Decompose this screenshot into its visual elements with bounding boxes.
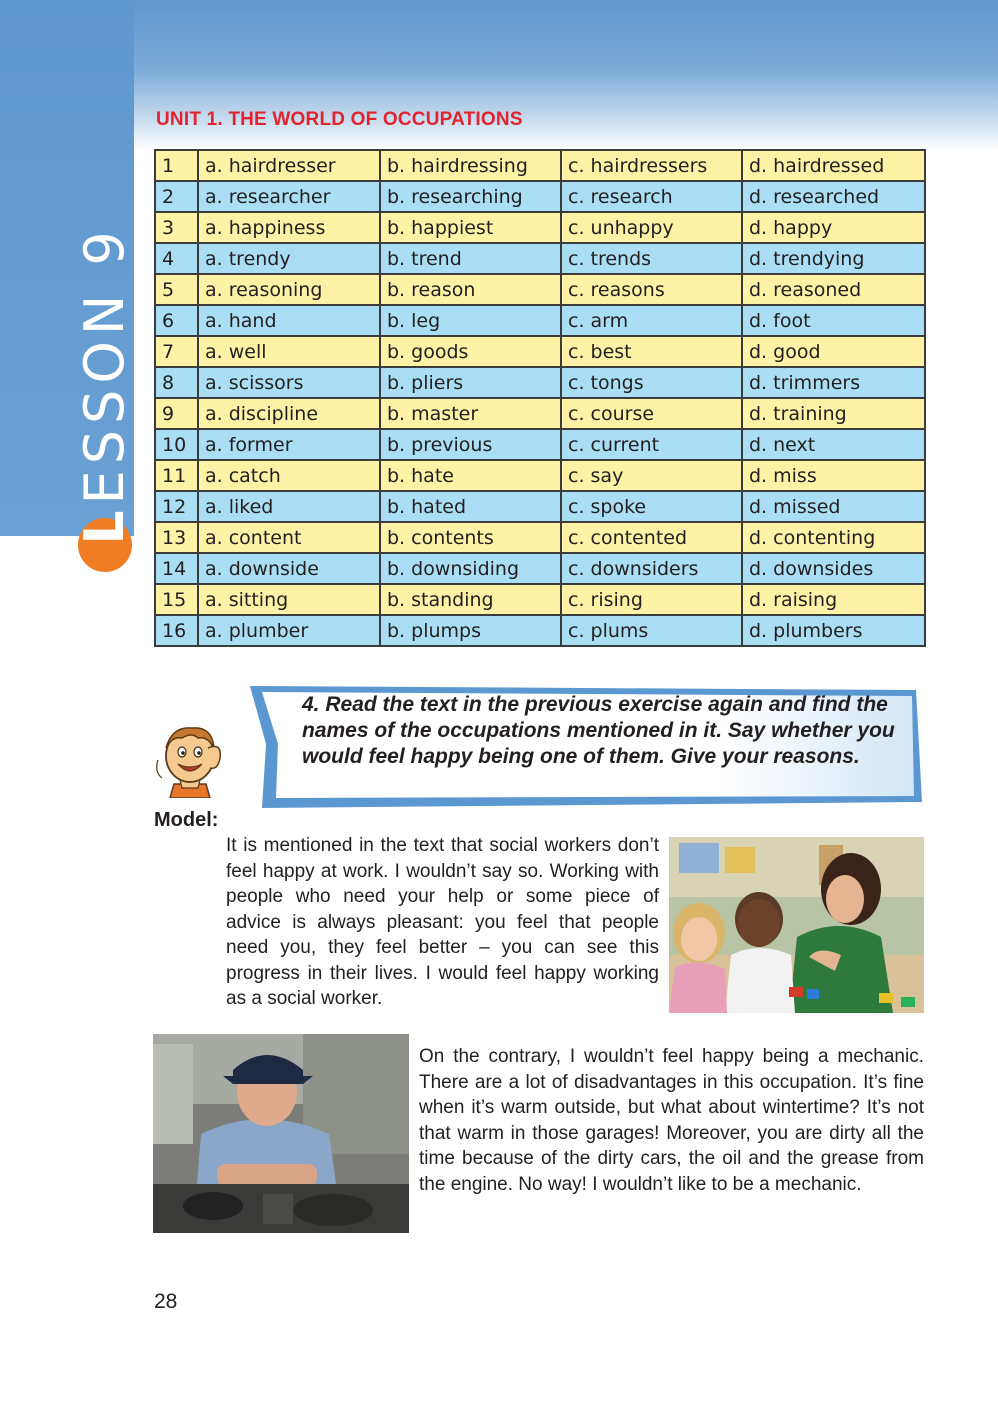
option-a-cell: a. sitting <box>198 584 380 615</box>
table-row <box>155 615 925 646</box>
item-number-cell: 9 <box>155 398 198 429</box>
option-b-cell: b. leg <box>380 305 561 336</box>
option-a-cell: a. well <box>198 336 380 367</box>
option-c-cell: c. arm <box>561 305 742 336</box>
table-row <box>155 398 925 429</box>
table-row <box>155 553 925 584</box>
option-d-cell: d. training <box>742 398 925 429</box>
table-row <box>155 336 925 367</box>
option-a-cell: a. researcher <box>198 181 380 212</box>
option-d-cell: d. researched <box>742 181 925 212</box>
option-d-cell: d. trendying <box>742 243 925 274</box>
option-a-cell: a. discipline <box>198 398 380 429</box>
option-d-cell: d. contenting <box>742 522 925 553</box>
table-row <box>155 274 925 305</box>
option-b-cell: b. hate <box>380 460 561 491</box>
option-d-cell: d. plumbers <box>742 615 925 646</box>
option-c-cell: c. hairdressers <box>561 150 742 181</box>
option-b-cell: b. happiest <box>380 212 561 243</box>
item-number-cell: 7 <box>155 336 198 367</box>
option-c-cell: c. research <box>561 181 742 212</box>
table-row <box>155 181 925 212</box>
table-row <box>155 460 925 491</box>
option-c-cell: c. plums <box>561 615 742 646</box>
option-b-cell: b. hated <box>380 491 561 522</box>
item-number-cell: 4 <box>155 243 198 274</box>
item-number-cell: 8 <box>155 367 198 398</box>
item-number-cell: 16 <box>155 615 198 646</box>
option-d-cell: d. downsides <box>742 553 925 584</box>
table-row <box>155 150 925 181</box>
model-label: Model: <box>154 809 219 831</box>
item-number-cell: 5 <box>155 274 198 305</box>
option-a-cell: a. plumber <box>198 615 380 646</box>
mechanic-photo <box>153 1034 409 1233</box>
lesson-letter: L <box>73 504 136 545</box>
lesson-label <box>73 225 136 545</box>
item-number-cell: 6 <box>155 305 198 336</box>
item-number-cell: 14 <box>155 553 198 584</box>
option-a-cell: a. happiness <box>198 212 380 243</box>
option-d-cell: d. next <box>742 429 925 460</box>
option-c-cell: c. reasons <box>561 274 742 305</box>
option-d-cell: d. good <box>742 336 925 367</box>
option-c-cell: c. downsiders <box>561 553 742 584</box>
option-b-cell: b. hairdressing <box>380 150 561 181</box>
option-a-cell: a. downside <box>198 553 380 584</box>
teacher-with-children-photo <box>669 837 924 1013</box>
item-number-cell: 10 <box>155 429 198 460</box>
option-b-cell: b. previous <box>380 429 561 460</box>
option-c-cell: c. best <box>561 336 742 367</box>
page-number: 28 <box>154 1290 178 1313</box>
option-c-cell: c. course <box>561 398 742 429</box>
option-d-cell: d. raising <box>742 584 925 615</box>
table-row <box>155 305 925 336</box>
option-d-cell: d. hairdressed <box>742 150 925 181</box>
option-b-cell: b. contents <box>380 522 561 553</box>
unit-title: UNIT 1. THE WORLD OF OCCUPATIONS <box>156 109 523 130</box>
option-d-cell: d. missed <box>742 491 925 522</box>
option-a-cell: a. hairdresser <box>198 150 380 181</box>
option-b-cell: b. downsiding <box>380 553 561 584</box>
option-c-cell: c. contented <box>561 522 742 553</box>
option-d-cell: d. foot <box>742 305 925 336</box>
item-number-cell: 15 <box>155 584 198 615</box>
table-row <box>155 584 925 615</box>
option-b-cell: b. standing <box>380 584 561 615</box>
option-a-cell: a. reasoning <box>198 274 380 305</box>
option-b-cell: b. plumps <box>380 615 561 646</box>
option-c-cell: c. say <box>561 460 742 491</box>
option-d-cell: d. trimmers <box>742 367 925 398</box>
table-row <box>155 491 925 522</box>
option-a-cell: a. liked <box>198 491 380 522</box>
option-a-cell: a. content <box>198 522 380 553</box>
lesson-number-text: ESSON 9 <box>73 225 136 505</box>
item-number-cell: 2 <box>155 181 198 212</box>
option-a-cell: a. former <box>198 429 380 460</box>
option-a-cell: a. trendy <box>198 243 380 274</box>
option-a-cell: a. catch <box>198 460 380 491</box>
option-b-cell: b. pliers <box>380 367 561 398</box>
table-row <box>155 522 925 553</box>
item-number-cell: 1 <box>155 150 198 181</box>
item-number-cell: 3 <box>155 212 198 243</box>
option-c-cell: c. spoke <box>561 491 742 522</box>
model-paragraph-mechanic: On the contrary, I wouldn’t feel happy being a mechanic. There are a lot of disadvantages in this occupation. It’s fine when it’s warm outside, but what about wintertime? It’s not that warm in those garages! Moreover, you are dirty all the time because of the dirty cars, the oil and the grease from the engine. No way! I wouldn’t like to be a mechanic. <box>419 1046 924 1195</box>
option-c-cell: c. rising <box>561 584 742 615</box>
option-c-cell: c. tongs <box>561 367 742 398</box>
option-c-cell: c. trends <box>561 243 742 274</box>
model-paragraph-social-worker: It is mentioned in the text that social workers don’t feel happy at work. I wouldn’t say so. Working with people who need your help or some piece of advice is always pleasant: you feel that people need you, they feel better – you can see this progress in their lives. I would feel happy working as a social worker. <box>226 835 659 1009</box>
item-number-cell: 12 <box>155 491 198 522</box>
option-a-cell: a. hand <box>198 305 380 336</box>
option-a-cell: a. scissors <box>198 367 380 398</box>
option-d-cell: d. happy <box>742 212 925 243</box>
table-row <box>155 429 925 460</box>
table-row <box>155 243 925 274</box>
option-c-cell: c. unhappy <box>561 212 742 243</box>
table-row <box>155 212 925 243</box>
option-d-cell: d. miss <box>742 460 925 491</box>
option-b-cell: b. goods <box>380 336 561 367</box>
item-number-cell: 11 <box>155 460 198 491</box>
option-b-cell: b. researching <box>380 181 561 212</box>
table-row <box>155 367 925 398</box>
option-b-cell: b. master <box>380 398 561 429</box>
option-b-cell: b. trend <box>380 243 561 274</box>
cartoon-boy-illustration <box>152 718 228 798</box>
option-b-cell: b. reason <box>380 274 561 305</box>
item-number-cell: 13 <box>155 522 198 553</box>
answer-options-table <box>154 149 926 647</box>
option-d-cell: d. reasoned <box>742 274 925 305</box>
option-c-cell: c. current <box>561 429 742 460</box>
task-instruction: 4. Read the text in the previous exercise again and find the names of the occupations mentioned in it. Say whether you would feel happy being one of them. Give your reasons. <box>302 693 895 768</box>
